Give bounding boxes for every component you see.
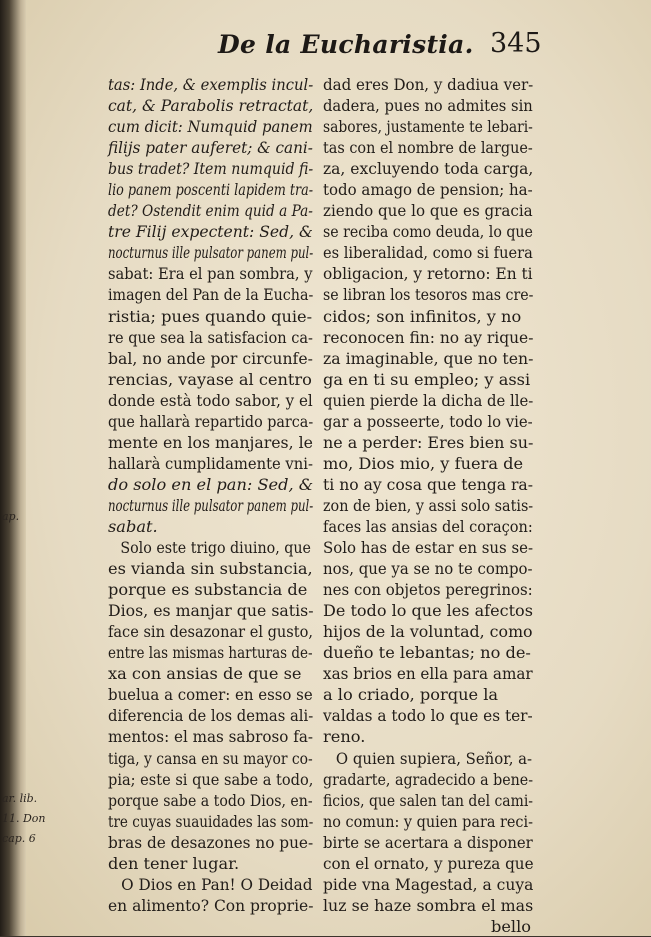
text-line: luz se haze sombra el mas xyxy=(323,895,534,915)
text-line: que hallarà repartido parca- xyxy=(108,411,314,431)
text-line: sabat: Era el pan sombra, y xyxy=(108,264,313,284)
text-line: cum dicit: Numquid panem xyxy=(108,117,313,137)
text-line: gradarte, agradecido a bene- xyxy=(323,769,534,789)
text-line: ristia; pues quando quie- xyxy=(108,306,313,326)
text-line: a lo criado, porque la xyxy=(323,685,499,705)
text-line: dueño te lebantas; no de- xyxy=(323,643,531,663)
text-line: do solo en el pan: Sed, & xyxy=(108,474,314,494)
text-line: bus tradet? Item numquid fi- xyxy=(108,159,314,179)
text-line: nocturnus ille pulsator panem pul- xyxy=(108,495,314,515)
text-line: faces las ansias del coraçon: xyxy=(323,516,533,536)
text-line: mente en los manjares, le xyxy=(108,432,313,452)
text-line: pia; este si que sabe a todo, xyxy=(108,769,314,789)
text-line: De todo lo que les afectos xyxy=(323,601,533,621)
text-line: imagen del Pan de la Eucha- xyxy=(108,285,314,305)
text-line: pide vna Magestad, a cuya xyxy=(323,874,534,894)
text-line: ga en ti su empleo; y assi xyxy=(323,369,531,389)
text-line: ti no ay cosa que tenga ra- xyxy=(323,474,533,494)
text-line: tas con el nombre de largue- xyxy=(323,138,533,158)
left-text-column xyxy=(108,74,313,916)
text-line: tre Filij expectent: Sed, & xyxy=(108,222,313,242)
text-line: dad eres Don, y dadiua ver- xyxy=(323,75,534,94)
text-line: rencias, vayase al centro xyxy=(108,369,312,389)
text-line: es liberalidad, como si fuera xyxy=(323,243,533,263)
text-line: con el ornato, y pureza que xyxy=(323,853,534,873)
previous-page-margin-notes xyxy=(0,0,46,936)
right-text-column xyxy=(323,74,533,937)
text-line: den tener lugar. xyxy=(108,853,240,873)
text-line: O quien supiera, Señor, a- xyxy=(335,748,533,768)
text-line: donde està todo sabor, y el xyxy=(108,390,313,410)
text-line: Dios, es manjar que satis- xyxy=(108,601,314,621)
text-line: mo, Dios mio, y fuera de xyxy=(323,453,524,473)
text-line: sabat. xyxy=(108,516,158,536)
text-line: entre las mismas harturas de- xyxy=(108,643,313,663)
text-line: xas brios en ella para amar xyxy=(323,664,533,684)
page-header xyxy=(0,26,651,66)
text-line: Solo este trigo diuino, que xyxy=(120,538,311,558)
text-line: diferencia de los demas ali- xyxy=(108,706,314,726)
text-line: tiga, y cansa en su mayor co- xyxy=(108,748,313,768)
text-line: dadera, pues no admites sin xyxy=(323,96,533,116)
text-line: valdas a todo lo que es ter- xyxy=(323,706,533,726)
margin-note: ap. xyxy=(2,510,20,523)
text-line: hallarà cumplidamente vni- xyxy=(108,453,313,473)
text-line: se reciba como deuda, lo que xyxy=(323,222,533,242)
text-line: bras de desazones no pue- xyxy=(108,832,314,852)
text-line: obligacion, y retorno: En ti xyxy=(323,264,533,284)
page-number: 345 xyxy=(490,28,542,59)
text-line: za imaginable, que no ten- xyxy=(323,348,534,368)
text-line: bal, no ande por circunfe- xyxy=(108,348,313,368)
text-line: porque es substancia de xyxy=(108,580,308,600)
margin-note: ar. lib. xyxy=(2,792,38,805)
text-line: ziendo que lo que es gracia xyxy=(323,201,533,221)
text-line: Solo has de estar en sus se- xyxy=(323,538,534,558)
text-line: O Dios en Pan! O Deidad xyxy=(121,874,313,894)
text-line: porque sabe a todo Dios, en- xyxy=(108,790,313,810)
text-line: quien pierde la dicha de lle- xyxy=(323,390,534,410)
text-line: es vianda sin substancia, xyxy=(108,559,313,579)
text-line: sabores, justamente te lebari- xyxy=(323,117,533,137)
text-line: ficios, que salen tan del cami- xyxy=(323,790,533,810)
text-line: face sin desazonar el gusto, xyxy=(108,622,314,642)
margin-note: 11. Don xyxy=(2,812,46,825)
text-line: nes con objetos peregrinos: xyxy=(323,580,533,600)
text-line: cidos; son infinitos, y no xyxy=(323,306,522,326)
text-line: todo amago de pension; ha- xyxy=(323,180,533,200)
text-line: zon de bien, y assi solo satis- xyxy=(323,495,534,515)
text-line: mentos: el mas sabroso fa- xyxy=(108,727,313,747)
margin-note: cap. 6 xyxy=(2,832,36,845)
text-line: se libran los tesoros mas cre- xyxy=(323,285,534,305)
text-line: ne a perder: Eres bien su- xyxy=(323,432,534,452)
text-line: tas: Inde, & exemplis incul- xyxy=(108,75,314,94)
text-line: no comun: y quien para reci- xyxy=(323,811,533,831)
text-line: hijos de la voluntad, como xyxy=(323,622,533,642)
text-line: buelua a comer: en esso se xyxy=(108,685,313,705)
text-line: filijs pater auferet; & cani- xyxy=(108,138,313,158)
text-line: lio panem poscenti lapidem tra- xyxy=(108,180,314,200)
text-line: reno. xyxy=(323,727,366,747)
text-line: birte se acertara a disponer xyxy=(323,832,533,852)
text-line: re que sea la satisfacion ca- xyxy=(108,327,313,347)
text-line: xa con ansias de que se xyxy=(108,664,302,684)
text-line: cat, & Parabolis retractat, xyxy=(108,96,314,116)
running-title: De la Eucharistia. xyxy=(218,30,474,59)
text-line: nos, que ya se no te compo- xyxy=(323,559,533,579)
text-line: gar a posseerte, todo lo vie- xyxy=(323,411,533,431)
text-line: en alimento? Con proprie- xyxy=(108,895,314,915)
text-line: tre cuyas suauidades las som- xyxy=(108,811,314,831)
catchword: bello xyxy=(490,916,531,936)
text-line: za, excluyendo toda carga, xyxy=(323,159,534,179)
text-line: det? Ostendit enim quid a Pa- xyxy=(108,201,313,221)
text-line: reconocen fin: no ay rique- xyxy=(323,327,534,347)
text-line: nocturnus ille pulsator panem pul- xyxy=(108,243,314,263)
